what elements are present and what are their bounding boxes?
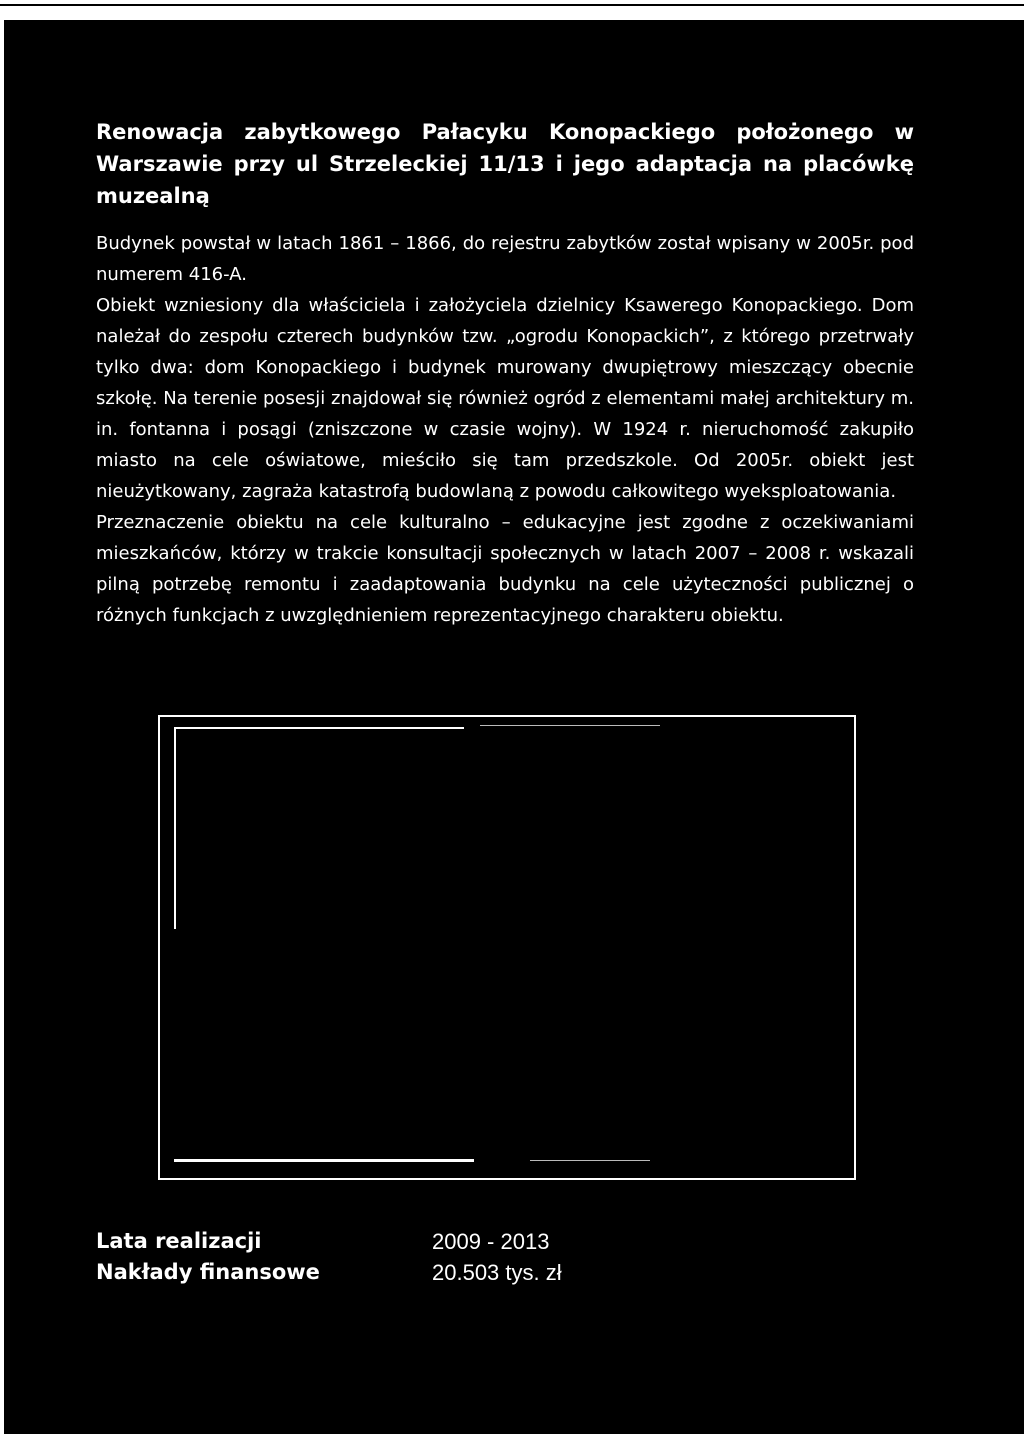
top-border-line (0, 4, 1024, 6)
paragraph-purpose: Przeznaczenie obiektu na cele kulturalno – edukacyjne jest zgodne z oczekiwaniami mieszkańców, którzy w trakcie konsultacji społecznych w latach 2007 – 2008 r. wskazali pilną potrzebę remontu i zaadaptowania budynku na cele użyteczności publicznej o różnych funkcjach z uwzględnieniem reprezentacyjnego charakteru obiektu. (96, 512, 914, 626)
document-page (4, 20, 1024, 1434)
project-info (96, 1226, 914, 1288)
photo-edge (174, 727, 464, 729)
budget-value: 20.503 tys. zł (432, 1260, 562, 1285)
photo-placeholder (158, 715, 856, 1180)
years-value: 2009 - 2013 (432, 1229, 550, 1254)
info-row-years (96, 1226, 914, 1257)
paragraph-description: Obiekt wzniesiony dla właściciela i założyciela dzielnicy Ksawerego Konopackiego. Dom należał do zespołu czterech budynków tzw. „ogrodu Konopackich”, z którego przetrwały tylko dwa: dom Konopackiego i budynek murowany dwupiętrowy mieszczący obecnie szkołę. Na terenie posesji znajdował się również ogród z elementami małej architektury m. in. fontanna i posągi (zniszczone w czasie wojny). W 1924 r. nieruchomość zakupiło miasto na cele oświatowe, mieściło się tam przedszkole. Od 2005r. obiekt jest nieużytkowany, zagraża katastrofą budowlaną z powodu całkowitego wyeksploatowania. (96, 295, 914, 502)
photo-edge (174, 1159, 474, 1162)
paragraph-history: Budynek powstał w latach 1861 – 1866, do rejestru zabytków został wpisany w 2005r. pod numerem 416-A. (96, 233, 914, 285)
document-title: Renowacja zabytkowego Pałacyku Konopackiego położonego w Warszawie przy ul Strzeleckiej 11/13 i jego adaptacja na placówkę muzealną (96, 120, 914, 208)
info-row-budget (96, 1257, 914, 1288)
budget-label: Nakłady finansowe (96, 1260, 320, 1284)
photo-edge (480, 725, 660, 726)
document-body (96, 228, 914, 631)
photo-edge (174, 729, 176, 929)
photo-edge (530, 1160, 650, 1161)
years-label: Lata realizacji (96, 1229, 262, 1253)
